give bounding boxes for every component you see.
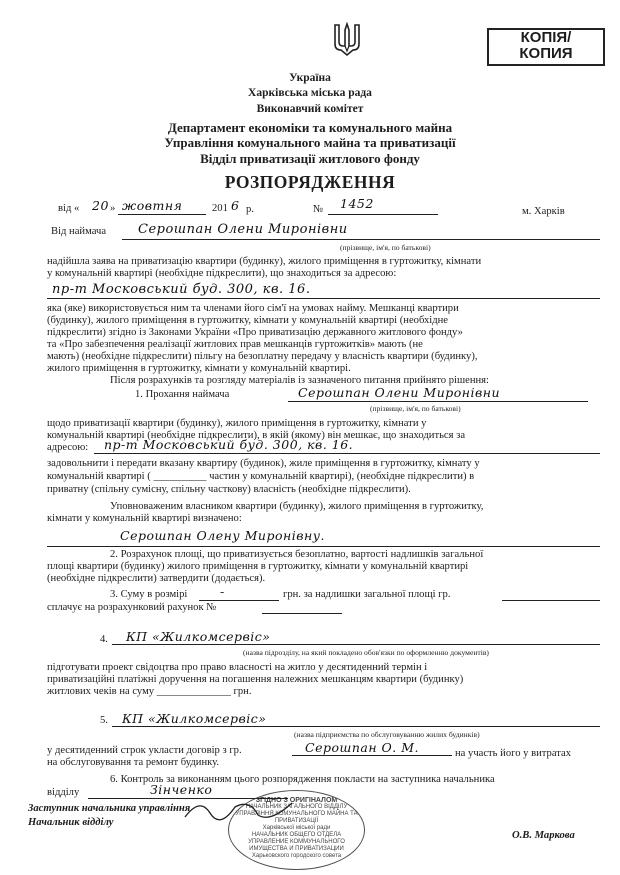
tenant-name: Серошпан Олени Миронівни: [138, 222, 348, 237]
item5-label: 5.: [100, 715, 108, 726]
p11: 6. Контроль за виконанням цього розпорядження покласти на заступника начальника: [110, 774, 495, 785]
address-label: адресою:: [47, 442, 89, 453]
city: м. Харків: [522, 206, 565, 217]
p8-text: грн. за надлишки загальної площі гр.: [283, 589, 451, 600]
p6-line2: кімнати у комунальній квартирі визначено:: [47, 513, 242, 524]
p10-contractor: Серошпан О. М.: [305, 740, 420, 755]
p9-line2: приватизаційні платіжні доручення на погашення належних мешканцям квартири (будинку): [47, 674, 464, 685]
p4-line2: комунальній квартирі (необхідне підкреслити), в якій (якому) він мешкає, що знаходиться за: [47, 430, 466, 441]
p10-text-line2: на обслуговування та ремонт будинку.: [47, 757, 220, 768]
p2-line4: та «Про забезпечення реалізації житлових прав мешканців гуртожитків» мають (не: [47, 339, 423, 350]
p7-line2: площі квартири (будинку) жилого приміщення в гуртожитку, кімнати у комунальній квартирі: [47, 561, 469, 572]
copy-stamp: [487, 28, 605, 66]
address2-handwritten: пр-т Московський буд. 300, кв. 16.: [104, 437, 354, 452]
p2-line5: мають) (необхідне підкреслити) пільгу на безоплатну передачу у власність квартири (будинку),: [47, 351, 478, 362]
header-administration: Управління комунального майна та приватизації: [164, 135, 456, 150]
round-stamp-line1: НАЧАЛЬНИК ЗАГАЛЬНОГО ВІДДІЛУ: [245, 804, 348, 810]
p10-text: у десятиденний строк укласти договір з гр.: [47, 745, 242, 756]
p1-line1: надійшла заява на приватизацію квартири (будинку), жилого приміщення в гуртожитку, кімнати: [47, 256, 482, 267]
header-council: Харківська міська рада: [248, 87, 372, 99]
date-year-suffix: 6: [231, 198, 240, 213]
p10-text-tail: на участь його у витратах: [455, 748, 572, 759]
p11-division: відділу: [47, 787, 80, 798]
copy-stamp-line1: КОПІЯ/: [520, 29, 572, 46]
copy-stamp-line2: КОПИЯ: [519, 45, 573, 62]
item1-caption: (прізвище, ім'я, по батькові): [370, 404, 461, 413]
item5-caption: (назва підприємства по обслуговуванню жилих будинків): [294, 730, 480, 739]
address-handwritten: пр-т Московський буд. 300, кв. 16.: [52, 282, 311, 297]
p6-line1: Уповноваженим власником квартири (будинку), жилого приміщення в гуртожитку,: [110, 501, 484, 512]
official-round-stamp: [228, 790, 365, 870]
p11-responsible: Зінченко: [150, 782, 213, 797]
from-label: Від наймача: [51, 226, 107, 237]
item4-organization: КП «Жилкомсервіс»: [126, 629, 271, 644]
name-caption: (прізвище, ім'я, по батькові): [340, 243, 431, 252]
header-division: Відділ приватизації житлового фонду: [200, 151, 420, 166]
item1-label: 1. Прохання наймача: [135, 389, 230, 400]
item4-label: 4.: [100, 634, 108, 645]
p9-line3: житлових чеків на суму ______________ грн.: [47, 686, 252, 697]
date-day: 20: [92, 198, 109, 213]
document-title: РОЗПОРЯДЖЕННЯ: [224, 172, 396, 192]
round-stamp-line3: Харківської міської ради: [262, 825, 331, 831]
date-year-prefix: 201: [212, 203, 228, 214]
round-stamp-top: ЗГІДНО З ОРИГІНАЛОМ: [255, 797, 338, 804]
signature-deputy-title: Заступник начальника управління: [28, 803, 191, 814]
p5-line2: комунальній квартирі ( __________ частин у комунальній квартирі), (необхідне підкреслити) в: [47, 471, 475, 482]
item1-tenant-name: Серошпан Олени Миронівни: [298, 385, 501, 400]
signature-head-title: Начальник відділу: [28, 817, 114, 828]
owner-handwritten: Серошпан Олену Миронівну.: [120, 528, 325, 543]
item5-organization: КП «Жилкомсервіс»: [122, 711, 267, 726]
p5-line1: задовольнити і передати вказану квартиру (будинок), жиле приміщення в гуртожитку, кімнату у: [47, 458, 480, 469]
p7-line1: 2. Розрахунок площі, що приватизується безоплатно, вартості надлишків загальної: [110, 549, 484, 560]
header-department: Департамент економіки та комунального майна: [167, 120, 453, 135]
p2-line2: (будинку), жилого приміщення в гуртожитку, кімнати у комунальній квартирі (необхідне: [47, 315, 448, 326]
p8-account: сплачує на розрахунковий рахунок №: [47, 602, 217, 613]
p3: Після розрахунків та розгляду матеріалів із зазначеного питання прийнято рішення:: [110, 375, 489, 386]
p2-line6: жилого приміщення в гуртожитку, кімнати у комунальній квартирі.: [47, 363, 351, 374]
p7-line3: (необхідне підкреслити) затвердити (додається).: [47, 573, 266, 584]
date-prefix: від «: [58, 203, 80, 214]
round-stamp-line4: НАЧАЛЬНИК ОБЩЕГО ОТДЕЛА: [251, 832, 342, 838]
document-number: 1452: [340, 196, 374, 211]
date-sep: »: [110, 203, 116, 214]
header-committee: Виконавчий комітет: [256, 103, 364, 115]
date-month: жовтня: [122, 198, 183, 213]
item4-caption: (назва підрозділу, на який покладено обов'язки по оформленню документів): [243, 648, 489, 657]
p8-amount-label: 3. Суму в розмірі: [110, 589, 188, 600]
date-year-unit: р.: [246, 204, 254, 215]
round-stamp-line5: УПРАВЛЕНИЕ КОММУНАЛЬНОГО ИМУЩЕСТВА И ПРИВАТИЗАЦИИ: [248, 839, 345, 852]
round-stamp-line2: УПРАВЛІННЯ КОМУНАЛЬНОГО МАЙНА ТА ПРИВАТИЗАЦІЇ: [235, 811, 358, 824]
p1-line2: у комунальній квартирі (необхідне підкреслити), що знаходиться за адресою:: [47, 268, 397, 279]
number-label: №: [313, 204, 324, 215]
p8-amount-value: -: [220, 584, 225, 599]
signature-name: О.В. Маркова: [512, 830, 575, 841]
p2-line1: яка (яке) використовується ним та членами його сім'ї на умовах найму. Мешканці квартири: [47, 303, 459, 314]
p4-line1: щодо приватизації квартири (будинку), жилого приміщення в гуртожитку, кімнати у: [47, 418, 427, 429]
trident-emblem-icon: [333, 22, 361, 58]
round-stamp-line6: Харьковского городского совета: [251, 853, 342, 859]
p9-line1: підготувати проект свідоцтва про право власності на житло у десятиденний термін і: [47, 662, 428, 673]
p2-line3: підкреслити) згідно із Законами України «Про приватизацію державного житлового фонду»: [47, 327, 463, 338]
header-country: Україна: [289, 72, 331, 84]
p5-line3: приватну (спільну сумісну, спільну часткову) власність (необхідне підкреслити).: [47, 484, 411, 495]
